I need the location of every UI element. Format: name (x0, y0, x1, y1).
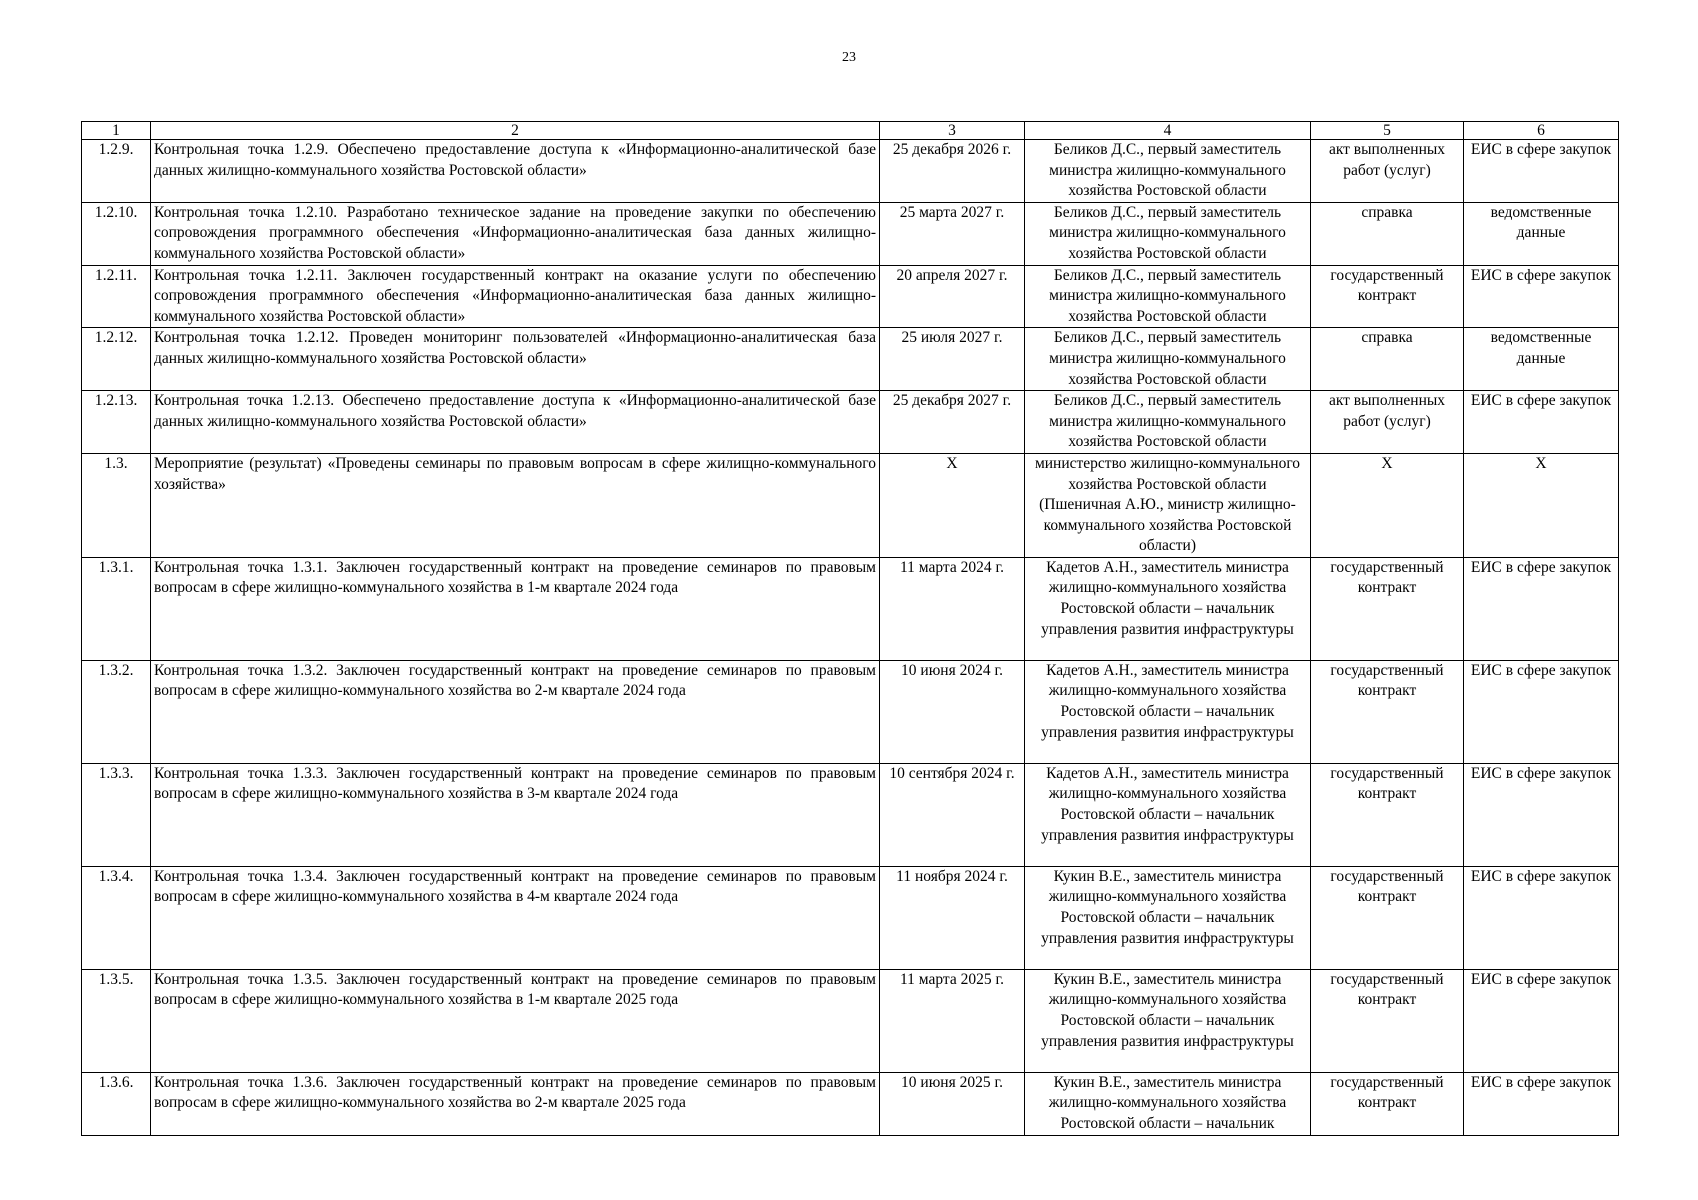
column-number-row (82, 122, 1619, 140)
responsible-cell: Беликов Д.С., первый заместитель министра жилищно-коммунального хозяйства Ростовской области (1025, 391, 1311, 454)
row-number-cell: 1.2.12. (82, 328, 151, 391)
column-number-cell: 2 (151, 122, 880, 140)
deadline-cell: 25 декабря 2027 г. (880, 391, 1025, 454)
table-row (82, 969, 1619, 1072)
responsible-cell: Беликов Д.С., первый заместитель министра жилищно-коммунального хозяйства Ростовской области (1025, 328, 1311, 391)
description-cell: Контрольная точка 1.2.11. Заключен государственный контракт на оказание услуги по обеспечению сопровождения программного обеспечения «Информационно-аналитическая база данных жилищно-коммунального хозяйства Ростовской области» (151, 265, 880, 328)
description-cell: Контрольная точка 1.2.10. Разработано техническое задание на проведение закупки по обеспечению сопровождения программного обеспечения «Информационно-аналитическая база данных жилищно-коммунального хозяйства Ростовской области» (151, 202, 880, 265)
document-type-cell: справка (1311, 202, 1464, 265)
info-source-cell: ЕИС в сфере закупок (1464, 763, 1619, 866)
column-number-cell: 3 (880, 122, 1025, 140)
info-source-cell: ЕИС в сфере закупок (1464, 140, 1619, 203)
responsible-cell: Беликов Д.С., первый заместитель министра жилищно-коммунального хозяйства Ростовской области (1025, 265, 1311, 328)
column-number-cell: 6 (1464, 122, 1619, 140)
responsible-cell: Кадетов А.Н., заместитель министра жилищно-коммунального хозяйства Ростовской области – начальник управления развития инфраструктуры (1025, 660, 1311, 763)
table-body (82, 122, 1619, 1136)
info-source-cell: Х (1464, 453, 1619, 557)
row-number-cell: 1.3.1. (82, 557, 151, 660)
table-row (82, 1072, 1619, 1135)
document-type-cell: государственный контракт (1311, 763, 1464, 866)
description-cell: Мероприятие (результат) «Проведены семинары по правовым вопросам в сфере жилищно-коммунального хозяйства» (151, 453, 880, 557)
document-type-cell: государственный контракт (1311, 265, 1464, 328)
table-row (82, 391, 1619, 454)
document-type-cell: государственный контракт (1311, 866, 1464, 969)
control-points-table (81, 121, 1619, 1136)
row-number-cell: 1.2.9. (82, 140, 151, 203)
row-number-cell: 1.3.5. (82, 969, 151, 1072)
description-cell: Контрольная точка 1.2.12. Проведен мониторинг пользователей «Информационно-аналитическая база данных жилищно-коммунального хозяйства Ростовской области» (151, 328, 880, 391)
table-row (82, 763, 1619, 866)
info-source-cell: ЕИС в сфере закупок (1464, 557, 1619, 660)
document-type-cell: акт выполненных работ (услуг) (1311, 391, 1464, 454)
info-source-cell: ведомственные данные (1464, 328, 1619, 391)
document-type-cell: акт выполненных работ (услуг) (1311, 140, 1464, 203)
info-source-cell: ЕИС в сфере закупок (1464, 1072, 1619, 1135)
info-source-cell: ЕИС в сфере закупок (1464, 660, 1619, 763)
description-cell: Контрольная точка 1.2.9. Обеспечено предоставление доступа к «Информационно-аналитической базе данных жилищно-коммунального хозяйства Ростовской области» (151, 140, 880, 203)
table-row (82, 328, 1619, 391)
table-row (82, 140, 1619, 203)
responsible-cell: Кукин В.Е., заместитель министра жилищно-коммунального хозяйства Ростовской области – начальник управления развития инфраструктуры (1025, 969, 1311, 1072)
deadline-cell: 25 декабря 2026 г. (880, 140, 1025, 203)
deadline-cell: 25 июля 2027 г. (880, 328, 1025, 391)
responsible-cell: Кукин В.Е., заместитель министра жилищно-коммунального хозяйства Ростовской области – начальник (1025, 1072, 1311, 1135)
info-source-cell: ЕИС в сфере закупок (1464, 265, 1619, 328)
deadline-cell: Х (880, 453, 1025, 557)
table-row (82, 453, 1619, 557)
info-source-cell: ЕИС в сфере закупок (1464, 969, 1619, 1072)
document-type-cell: государственный контракт (1311, 660, 1464, 763)
table-row (82, 557, 1619, 660)
row-number-cell: 1.2.13. (82, 391, 151, 454)
responsible-cell: Кадетов А.Н., заместитель министра жилищно-коммунального хозяйства Ростовской области – начальник управления развития инфраструктуры (1025, 557, 1311, 660)
document-type-cell: государственный контракт (1311, 1072, 1464, 1135)
info-source-cell: ведомственные данные (1464, 202, 1619, 265)
info-source-cell: ЕИС в сфере закупок (1464, 391, 1619, 454)
responsible-cell: Кадетов А.Н., заместитель министра жилищно-коммунального хозяйства Ростовской области – начальник управления развития инфраструктуры (1025, 763, 1311, 866)
document-type-cell: государственный контракт (1311, 969, 1464, 1072)
table-row (82, 202, 1619, 265)
description-cell: Контрольная точка 1.3.4. Заключен государственный контракт на проведение семинаров по правовым вопросам в сфере жилищно-коммунального хозяйства в 4-м квартале 2024 года (151, 866, 880, 969)
responsible-cell: Беликов Д.С., первый заместитель министра жилищно-коммунального хозяйства Ростовской области (1025, 202, 1311, 265)
page-number: 23 (842, 50, 856, 65)
table-row (82, 660, 1619, 763)
row-number-cell: 1.3.3. (82, 763, 151, 866)
row-number-cell: 1.3.6. (82, 1072, 151, 1135)
deadline-cell: 20 апреля 2027 г. (880, 265, 1025, 328)
table-row (82, 866, 1619, 969)
document-type-cell: справка (1311, 328, 1464, 391)
row-number-cell: 1.3.2. (82, 660, 151, 763)
deadline-cell: 10 июня 2024 г. (880, 660, 1025, 763)
description-cell: Контрольная точка 1.3.2. Заключен государственный контракт на проведение семинаров по правовым вопросам в сфере жилищно-коммунального хозяйства во 2-м квартале 2024 года (151, 660, 880, 763)
column-number-cell: 1 (82, 122, 151, 140)
row-number-cell: 1.3.4. (82, 866, 151, 969)
table-row (82, 265, 1619, 328)
responsible-cell: Беликов Д.С., первый заместитель министра жилищно-коммунального хозяйства Ростовской области (1025, 140, 1311, 203)
deadline-cell: 25 марта 2027 г. (880, 202, 1025, 265)
document-type-cell: государственный контракт (1311, 557, 1464, 660)
column-number-cell: 5 (1311, 122, 1464, 140)
description-cell: Контрольная точка 1.3.6. Заключен государственный контракт на проведение семинаров по правовым вопросам в сфере жилищно-коммунального хозяйства во 2-м квартале 2025 года (151, 1072, 880, 1135)
deadline-cell: 11 ноября 2024 г. (880, 866, 1025, 969)
column-number-cell: 4 (1025, 122, 1311, 140)
document-type-cell: Х (1311, 453, 1464, 557)
description-cell: Контрольная точка 1.3.3. Заключен государственный контракт на проведение семинаров по правовым вопросам в сфере жилищно-коммунального хозяйства в 3-м квартале 2024 года (151, 763, 880, 866)
row-number-cell: 1.2.10. (82, 202, 151, 265)
row-number-cell: 1.3. (82, 453, 151, 557)
info-source-cell: ЕИС в сфере закупок (1464, 866, 1619, 969)
description-cell: Контрольная точка 1.2.13. Обеспечено предоставление доступа к «Информационно-аналитической базе данных жилищно-коммунального хозяйства Ростовской области» (151, 391, 880, 454)
deadline-cell: 10 июня 2025 г. (880, 1072, 1025, 1135)
deadline-cell: 11 марта 2024 г. (880, 557, 1025, 660)
deadline-cell: 11 марта 2025 г. (880, 969, 1025, 1072)
description-cell: Контрольная точка 1.3.1. Заключен государственный контракт на проведение семинаров по правовым вопросам в сфере жилищно-коммунального хозяйства в 1-м квартале 2024 года (151, 557, 880, 660)
description-cell: Контрольная точка 1.3.5. Заключен государственный контракт на проведение семинаров по правовым вопросам в сфере жилищно-коммунального хозяйства в 1-м квартале 2025 года (151, 969, 880, 1072)
responsible-cell: министерство жилищно-коммунального хозяйства Ростовской области (Пшеничная А.Ю., министр жилищно-коммунального хозяйства Ростовской области) (1025, 453, 1311, 557)
deadline-cell: 10 сентября 2024 г. (880, 763, 1025, 866)
row-number-cell: 1.2.11. (82, 265, 151, 328)
responsible-cell: Кукин В.Е., заместитель министра жилищно-коммунального хозяйства Ростовской области – начальник управления развития инфраструктуры (1025, 866, 1311, 969)
